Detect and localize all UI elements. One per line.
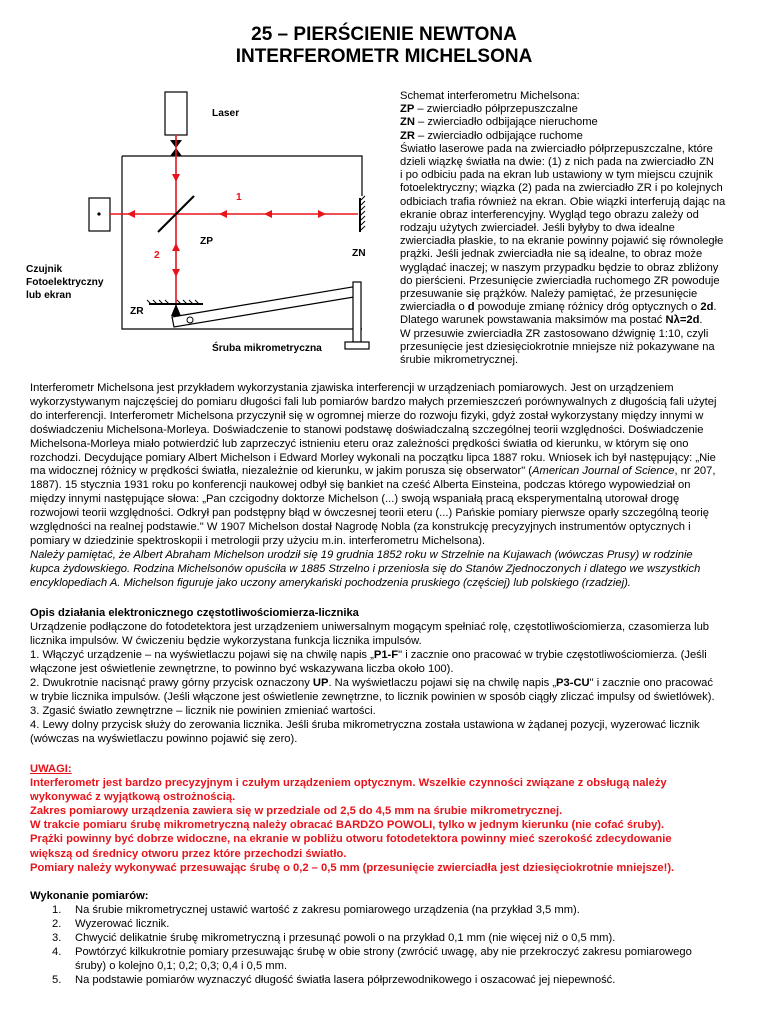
side-line: przesunięcie jest dziesięciokrotnie mniejsze niż pokazywane na — [400, 340, 715, 353]
warning-line: większą od średnicy otworu przez które przechodzi światło. — [30, 847, 347, 860]
side-line: zwierciadła płaskie, to na ekranie powinny pojawić się równoległe — [400, 235, 724, 248]
side-line: Schemat interferometru Michelsona: — [400, 90, 580, 102]
warning-line: wykonywać z wyjątkową ostrożnością. — [30, 791, 236, 804]
side-line: ekranie obraz interferencyjny. Wygląd tego obrazu zależy od — [400, 208, 699, 221]
procedure-item — [30, 945, 750, 959]
side-line: odbiciach trafia również na ekran. Obie wiązki interferują dając na — [400, 195, 726, 208]
enclosure-top — [122, 156, 362, 196]
screw-label: Śruba mikrometryczna — [212, 343, 322, 354]
side-line: wyglądać inaczej; w naszym przypadku będzie to obraz zbliżony — [400, 261, 719, 274]
diagram-description — [400, 90, 750, 367]
counter-line: w trybie licznika impulsów. (Jeśli włączone jest oświetlenie zewnętrzne, to licznik powinien w sposób ciągły zliczać impulsy od świetlówek). — [30, 691, 715, 703]
lever-arm — [172, 286, 360, 327]
micrometer-knob — [345, 342, 369, 349]
side-line: przesuwanie się prążków. Należy pamiętać, że przesunięcie — [400, 288, 698, 301]
side-line: śrubie mikrometrycznej. — [400, 354, 519, 367]
procedure-item — [30, 903, 750, 917]
detector-label-1: Czujnik — [26, 264, 63, 275]
zr-label: ZR — [130, 306, 144, 317]
counter-line: 2. Dwukrotnie nacisnąć prawy górny przycisk oznaczony UP. Na wyświetlaczu pojawi się na chwilę napis „P3-CU" i zacznie ono pracować — [30, 677, 713, 689]
side-line: ZP – zwierciadło półprzepuszczalne — [400, 103, 578, 116]
arrow-left-3 — [127, 210, 135, 218]
zr-pivot — [171, 304, 181, 316]
warning-line: Pomiary należy wykonywać przesuwając śrubę o 0,2 – 0,5 mm (przesunięcie zwierciadła jest dziesięciokrotnie mniejsze!). — [30, 861, 675, 874]
beam2-label: 2 — [154, 250, 160, 261]
italic-note-line: kupca żydowskiego. Rodzina Michelsonów opuściła w 1885 Strzelno i przeniosła się do Stanów Zjednoczonych i dlatego we wszystkich — [30, 562, 701, 575]
counter-line: Urządzenie podłączone do fotodetektora jest urządzeniem uniwersalnym mogącym spełniać rolę, częstotliwościomierza, czasomierza lub — [30, 621, 710, 633]
side-line: Światło laserowe pada na zwierciadło półprzepuszczalne, które — [400, 142, 713, 155]
warnings-heading: UWAGI: — [30, 763, 72, 775]
body-line: względności na realnej podstawie." W 1907 Michelson dostał Nagrodę Nobla (za konstrukcję precyzyjnych instrumentów optycznych i — [30, 521, 691, 534]
procedure-heading: Wykonanie pomiarów: — [30, 890, 149, 902]
warning-line: Interferometr jest bardzo precyzyjnym i czułym urządzeniem optycznym. Wszelkie czynności związane z obsługą należy — [30, 777, 667, 790]
body-line: doświadczeniu Michelsona-Morleya. Doświadczenie to stanowi podstawę doświadczalną szczególnej teorii względności. Doświadczenie — [30, 423, 704, 436]
side-line: W przesuwie zwierciadła ZR zastosowano dźwignię 1:10, czyli — [400, 327, 709, 340]
warning-line: Prążki powinny być dobrze widoczne, na ekranie w pobliżu otworu fotodetektora powinny mieć szerokość zdecydowanie — [30, 833, 672, 846]
counter-line: 4. Lewy dolny przycisk służy do zerowania licznika. Jeśli śruba mikrometryczna została ustawiona w żądanej pozycji, wyzerować licznik — [30, 719, 700, 731]
history-paragraph — [30, 382, 745, 591]
side-line: ZR – zwierciadło odbijające ruchome — [400, 129, 583, 142]
laser-box — [165, 92, 187, 135]
counter-description — [30, 606, 750, 746]
side-line: Dlatego warunek powstawania maksimów ma postać Nλ=2d. — [400, 314, 703, 327]
body-line: do interferencji. Interferometr Michelsona przyczynił się w ogromnej mierze do rozwoju fizyki, gdyż został wykorzystany między innymi w — [30, 409, 704, 422]
procedure-item — [30, 931, 750, 945]
body-line: Michelsona-Morleya miało potwierdzić lub zaprzeczyć istnieniu eteru oraz zależności prędkości światła od kierunku, w którym się ono — [30, 437, 689, 450]
side-line: do pierścieni. Przesunięcie zwierciadła ruchomego ZR powoduje — [400, 274, 720, 287]
procedure-item-text: śruby) o kolejno 0,1; 0,2; 0,3; 0,4 i 0,5 mm. — [75, 960, 288, 972]
counter-heading: Opis działania elektronicznego częstotliwościomierza-licznika — [30, 607, 359, 619]
counter-line: 3. Zgasić światło zewnętrzne – licznik nie powinien zmieniać wartości. — [30, 705, 376, 717]
warning-line: Zakres pomiarowy urządzenia zawiera się w przedziale od 2,5 do 4,5 mm na śrubie mikrometrycznej. — [30, 805, 563, 818]
warning-line: W trakcie pomiaru śrubę mikrometryczną należy obracać BARDZO POWOLI, tylko w jednym kierunku (nie cofać śruby). — [30, 819, 665, 832]
procedure-item-number: 2. — [52, 918, 62, 930]
arrow-down-2 — [172, 269, 180, 277]
micrometer-shaft — [353, 282, 361, 342]
arrow-right-1 — [318, 210, 326, 218]
procedure-item-number: 1. — [52, 904, 62, 916]
procedure-item-number: 5. — [52, 974, 62, 986]
procedure-item-text: Chwycić delikatnie śrubę mikrometryczną i przesunąć powoli o na przykład 0,1 mm (nie więcej niż o 0,5 mm). — [75, 932, 616, 944]
italic-note-line: Należy pamiętać, że Albert Abraham Michelson urodził się 19 grudnia 1852 roku w Strzelnie na Kujawach (wówczas Prusy) w rodzinie — [30, 548, 693, 561]
procedure-item — [30, 917, 750, 931]
zn-hatch — [361, 196, 365, 230]
body-line: wykorzystywanym najczęściej do pomiaru długości fali lub pomiarów bardzo małych przemieszczeń porównywalnych z długością fali użytej — [30, 395, 717, 408]
counter-line: (wówczas na wyświetlaczu powinno pojawić się zero). — [30, 733, 298, 745]
procedure-item-text: Na podstawie pomiarów wyznaczyć długość światła lasera półprzewodnikowego i oszacować jej niepewność. — [75, 974, 616, 986]
body-line: między innymi następujące słowa: „Pan czcigodny doktorze Michelson (...) swoją wspaniałą pracą eksperymentalną utorował drogę — [30, 493, 680, 506]
arrow-left-2 — [264, 210, 272, 218]
laser-beams — [110, 135, 358, 306]
procedure-item-number: 3. — [52, 932, 62, 944]
body-line: rozchodzi. Decydujące pomiary Albert Michelson i Edward Morley wykonali na początku lipca 1887 roku. Wniosek ich był następujący: „Nie — [30, 451, 716, 464]
arrow-left-1 — [219, 210, 227, 218]
procedure-item — [30, 973, 750, 987]
side-line: dzieli wiązkę światła na dwie: (1) z nich pada na zwierciadło ZN — [400, 156, 715, 169]
beam1-label: 1 — [236, 192, 242, 203]
procedure-list — [30, 903, 750, 987]
laser-label: Laser — [212, 108, 240, 119]
michelson-diagram — [22, 86, 392, 376]
body-line: 1887). 15 stycznia 1931 roku po konferencji naukowej odbył się bankiet na cześć Alberta Einsteina, podczas którego wypowiedział on — [30, 479, 691, 492]
body-line: rozwojowi teorii względności. Odkrył pan podstępny błąd w ówczesnej teorii eteru (...) Pańskie pomiary pierwsze oparły szczególną teorię — [30, 507, 710, 520]
michelson-diagram-svg — [22, 86, 392, 376]
procedure-item — [30, 959, 750, 973]
arrow-down-1 — [172, 174, 180, 182]
detector-label-3: lub ekran — [26, 290, 72, 301]
zn-label: ZN — [352, 248, 366, 259]
side-line: ZN – zwierciadło odbijające nieruchome — [400, 116, 598, 129]
page-title-line2: INTERFEROMETR MICHELSONA — [235, 46, 533, 67]
arrow-up-1 — [172, 243, 180, 251]
side-line: zwierciadła o d powoduje zmianę różnicy dróg optycznych o 2d. — [400, 301, 717, 314]
side-line: prążki. Jeśli jednak zwierciadła nie są idealne, to obraz może — [400, 248, 703, 261]
procedure-section — [30, 889, 750, 987]
zp-label: ZP — [200, 236, 214, 247]
detector-hole — [97, 212, 100, 215]
body-line: pomiary w dziedzinie spektroskopii i metrologii przy użyciu m.in. interferometru Michelsona). — [30, 534, 486, 547]
procedure-item-text: Powtórzyć kilkukrotnie pomiary przesuwając śrubę w obie strony (zwrócić uwagę, aby nie przekroczyć zakresu pomiarowego — [75, 946, 692, 958]
body-line: ma widocznej różnicy w prędkości światła, niezależnie od kierunku, w jakim porusza się obserwator" (American Journal of Science, nr 207, — [30, 465, 716, 478]
body-line: Interferometr Michelsona jest przykładem wykorzystania zjawiska interferencji w urządzeniach pomiarowych. Jest on urządzeniem — [30, 382, 674, 394]
procedure-item-text: Wyzerować licznik. — [75, 918, 170, 930]
procedure-item-text: Na śrubie mikrometrycznej ustawić wartość z zakresu pomiarowego urządzenia (na przykład 3,5 mm). — [75, 904, 580, 916]
side-line: fotoelektryczny; wiązka (2) pada na zwierciadło ZR i po kolejnych — [400, 182, 723, 195]
side-line: i po odbiciu pada na ekran lub ustawiony w tym miejscu czujnik — [400, 169, 713, 182]
detector-label-2: Fotoelektryczny — [26, 277, 104, 288]
counter-line: licznika impulsów. W ćwiczeniu będzie wykorzystana funkcja licznika impulsów. — [30, 635, 422, 647]
procedure-item-number: 4. — [52, 946, 62, 958]
side-line: rodzaju użytych zwierciadeł. Jeśli byłyby to dwa idealne — [400, 222, 675, 235]
warnings-section — [30, 762, 750, 875]
counter-line: 1. Włączyć urządzenie – na wyświetlaczu pojawi się na chwilę napis „P1-F" i zacznie ono pracować w trybie częstotliwościomierza. (Jeśli — [30, 649, 707, 661]
counter-line: włączone jest oświetlenie zewnętrzne, to powinno być wskazywana liczba około 100). — [30, 663, 454, 675]
lever-hinge — [187, 317, 193, 323]
page-title-line1: 25 – PIERŚCIENIE NEWTONA — [251, 24, 517, 45]
italic-note-line: encyklopediach A. Michelson figuruje jako uczony amerykański pochodzenia pruskiego (częściej) lub polskiego (rzadziej). — [30, 576, 631, 589]
